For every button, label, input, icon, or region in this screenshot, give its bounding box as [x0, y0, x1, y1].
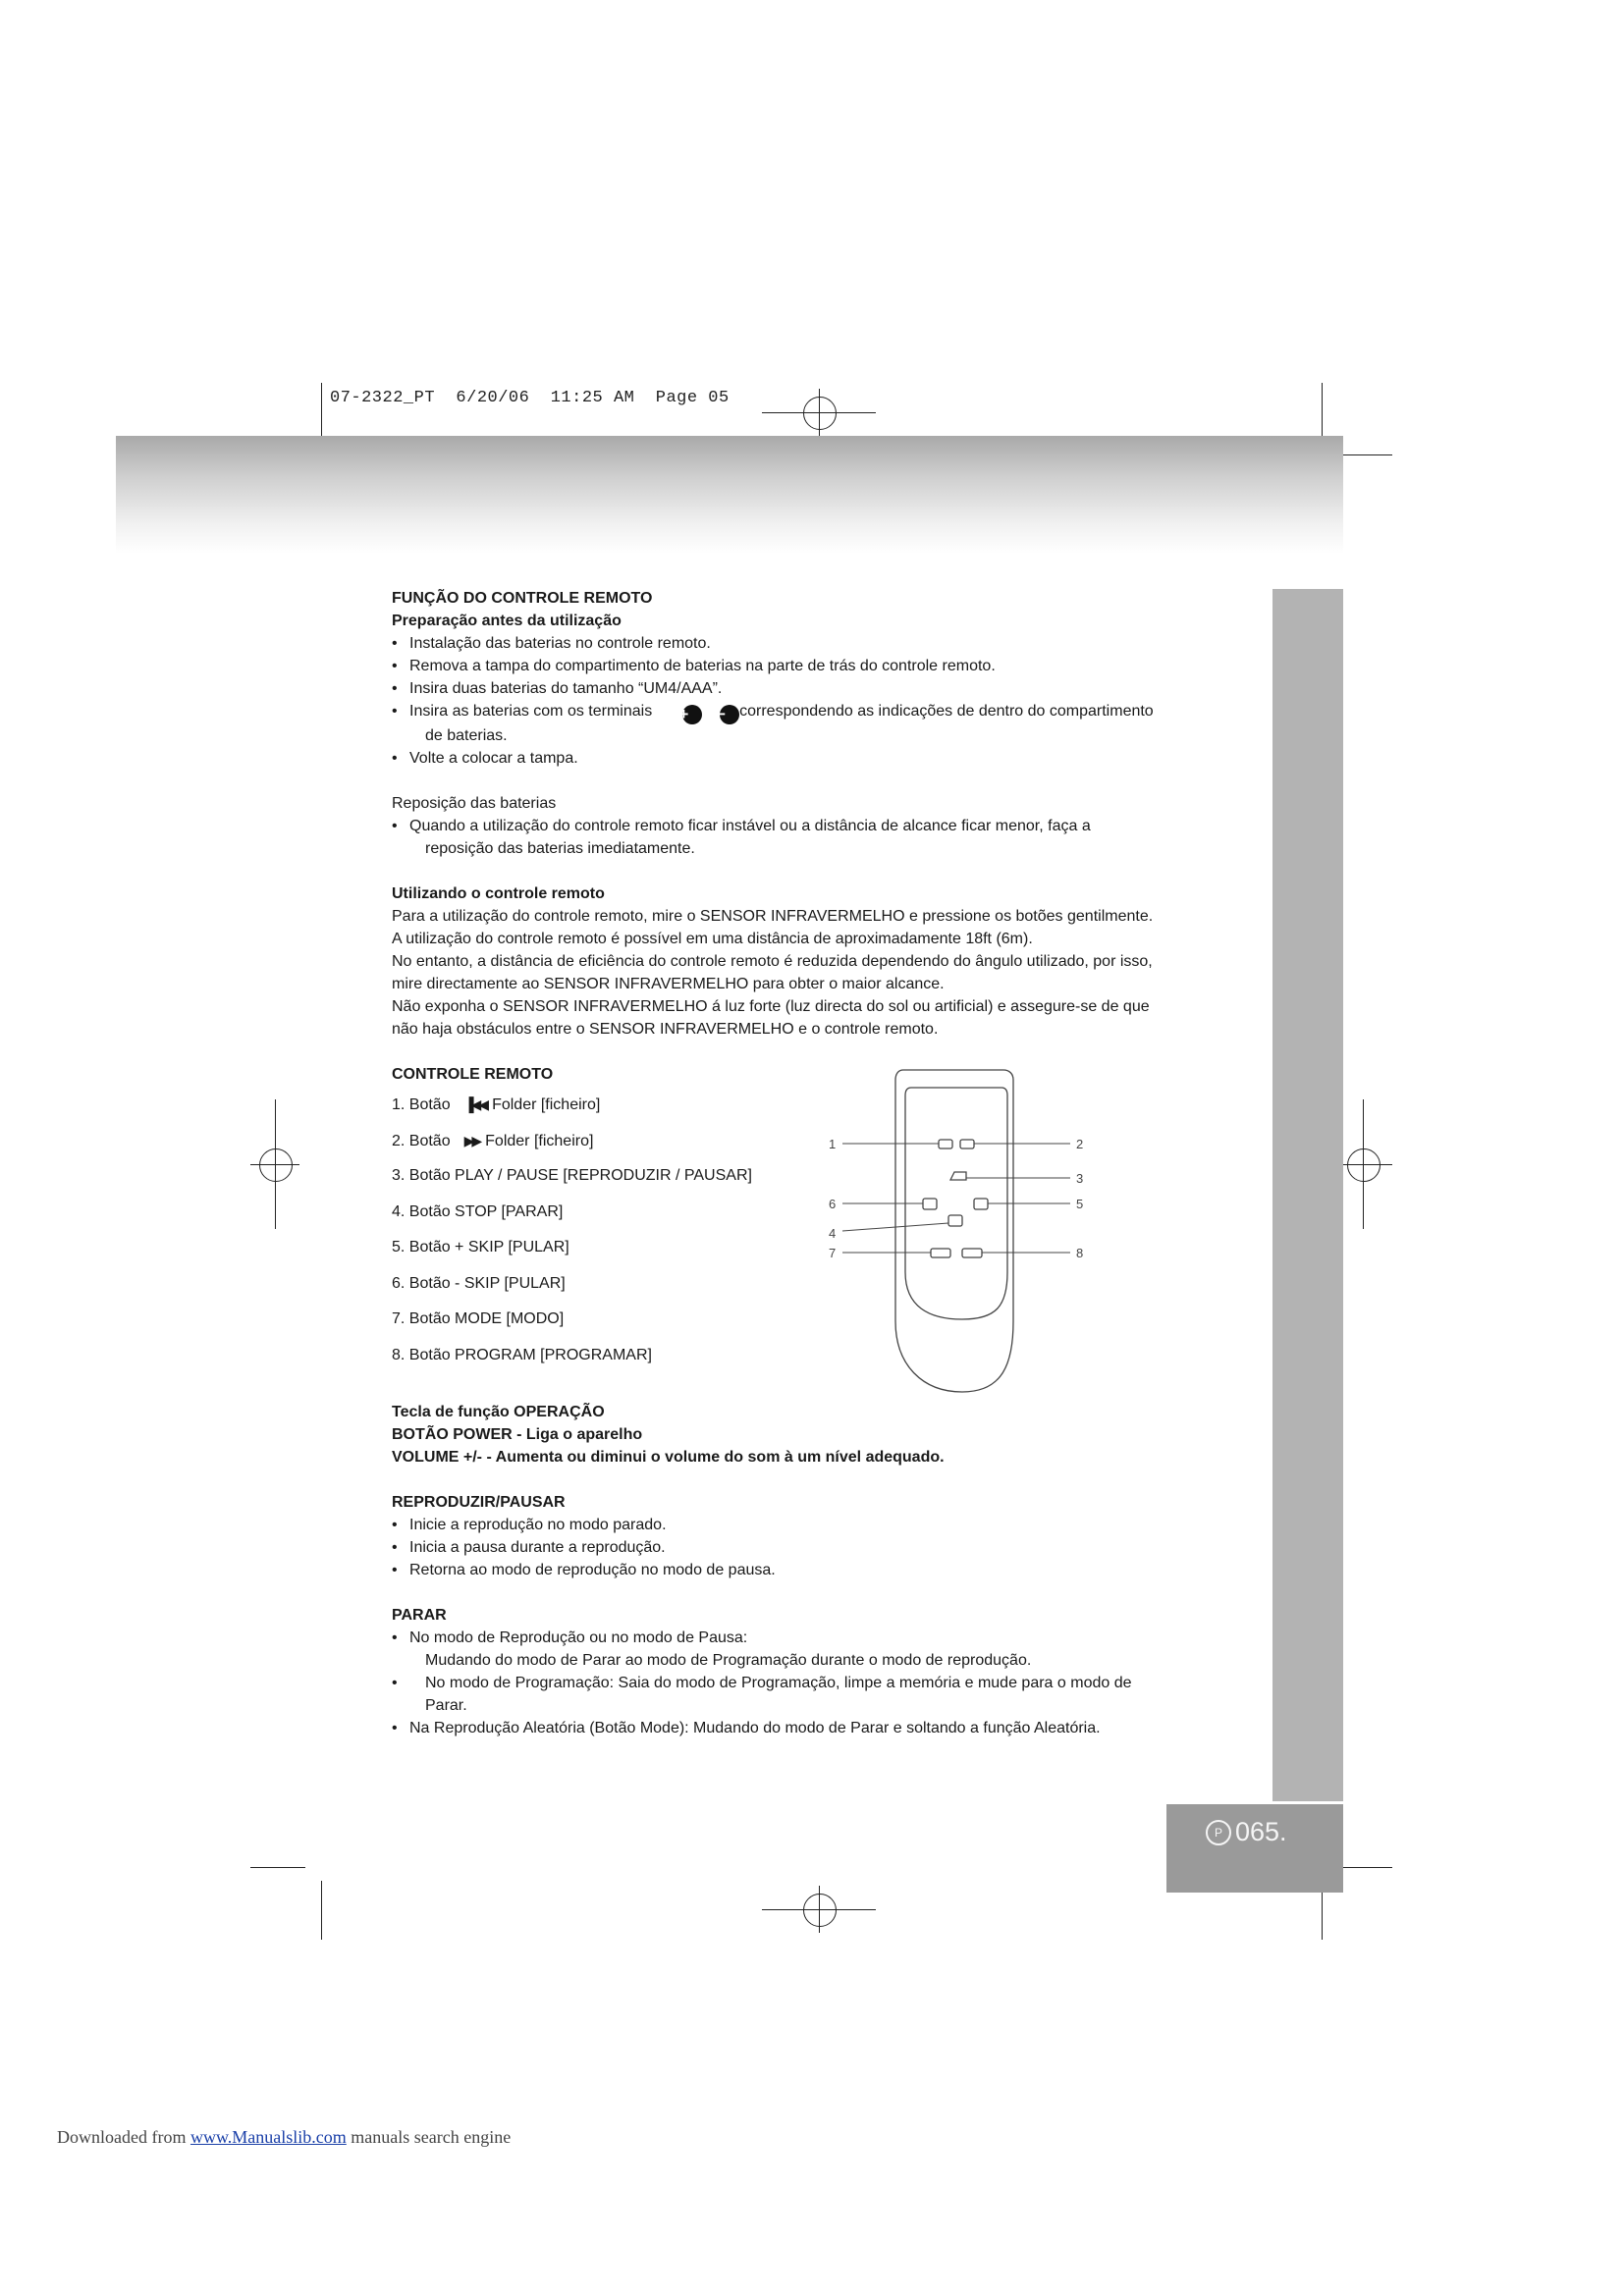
control-label: Botão - SKIP [PULAR]	[408, 1274, 566, 1292]
remote-button-7	[931, 1249, 950, 1257]
callout-label-6: 6	[829, 1197, 837, 1211]
remote-outer-outline	[895, 1070, 1013, 1392]
control-num: 3.	[392, 1167, 406, 1184]
control-label: Folder [ficheiro]	[485, 1132, 594, 1149]
list-item	[392, 1672, 1256, 1694]
paragraph-line: mire directamente ao SENSOR INFRAVERMELHO para obter o maior alcance.	[392, 976, 945, 992]
control-num: 6.	[392, 1274, 406, 1292]
remote-button-1	[939, 1140, 952, 1148]
remote-button-6	[923, 1199, 937, 1209]
stop-b2-text: No modo de Programação: Saia do modo de Programação, limpe a memória e mude para o modo de	[425, 1675, 1132, 1691]
callout-label-8: 8	[1076, 1246, 1084, 1260]
control-label: Botão STOP [PARAR]	[408, 1202, 564, 1220]
registration-mark-right	[1347, 1148, 1380, 1182]
remote-button-2	[960, 1140, 974, 1148]
print-slug: 07-2322_PT 6/20/06 11:25 AM Page 05	[330, 389, 730, 407]
control-num: 7.	[392, 1310, 406, 1327]
remote-function-title: FUNÇÃO DO CONTROLE REMOTO	[392, 590, 653, 607]
terminals-continuation: de baterias.	[425, 727, 508, 744]
registration-line-bottom-v	[819, 1886, 820, 1933]
control-label: Botão MODE [MODO]	[408, 1310, 565, 1327]
controls-title: CONTROLE REMOTO	[392, 1066, 554, 1083]
replacement-title: Reposição das baterias	[392, 795, 557, 812]
plus-terminal-icon: +	[682, 705, 702, 724]
registration-mark-top	[803, 397, 837, 430]
next-folder-icon: ▶▶	[463, 1132, 480, 1148]
registration-line-right-h	[1337, 1164, 1392, 1165]
page-number	[1206, 1817, 1287, 1847]
list-item: • Volte a colocar a tampa.	[392, 747, 1256, 770]
callout-label-5: 5	[1076, 1197, 1084, 1211]
registration-line-right-v	[1363, 1099, 1364, 1229]
prev-folder-icon: ▐◀◀	[463, 1096, 487, 1112]
registration-line-top-v	[819, 389, 820, 436]
terminals-text-before: Insira as baterias com os terminais	[409, 703, 653, 720]
remote-button-8	[962, 1249, 982, 1257]
footer-suffix: manuals search engine	[351, 2127, 512, 2147]
volume-line: VOLUME +/- - Aumenta ou diminui o volume do som à um nível adequado.	[392, 1449, 945, 1466]
list-item: • No modo de Reprodução ou no modo de Pausa:	[392, 1627, 1256, 1649]
paragraph-line: Para a utilização do controle remoto, mire o SENSOR INFRAVERMELHO e pressione os botões gentilmente.	[392, 908, 1154, 925]
language-p-icon: P	[1206, 1820, 1231, 1845]
registration-mark-bottom	[803, 1894, 837, 1927]
using-remote-title: Utilizando o controle remoto	[392, 885, 605, 902]
power-button-line: BOTÃO POWER - Liga o aparelho	[392, 1426, 643, 1443]
paragraph-line: No entanto, a distância de eficiência do controle remoto é reduzida dependendo do ângulo utilizado, por isso,	[392, 953, 1153, 970]
replacement-continuation: reposição das baterias imediatamente.	[425, 840, 695, 857]
paragraph-line: A utilização do controle remoto é possível em uma distância de aproximadamente 18ft (6m).	[392, 931, 1033, 947]
stop-b1-continuation: Mudando do modo de Parar ao modo de Programação durante o modo de reprodução.	[425, 1652, 1032, 1669]
control-label: Botão PROGRAM [PROGRAMAR]	[408, 1346, 652, 1363]
stop-b2-continuation: Parar.	[425, 1697, 467, 1714]
remote-button-5	[974, 1199, 988, 1209]
control-label: Folder [ficheiro]	[492, 1096, 601, 1113]
list-item: • Insira duas baterias do tamanho “UM4/AAA”.	[392, 677, 1256, 700]
control-num: 1. Botão	[392, 1096, 451, 1113]
paragraph-line: não haja obstáculos entre o SENSOR INFRAVERMELHO e o controle remoto.	[392, 1021, 939, 1038]
crop-mark-br-h	[1337, 1867, 1392, 1868]
list-item: • Inicie a reprodução no modo parado.	[392, 1514, 1256, 1536]
callout-label-7: 7	[829, 1246, 837, 1260]
terminals-text-after: correspondendo as indicações de dentro do compartimento	[739, 703, 1154, 720]
list-item: • Remova a tampa do compartimento de baterias na parte de trás do controle remoto.	[392, 655, 1256, 677]
crop-mark-tl-v	[321, 383, 322, 442]
minus-terminal-icon: −	[720, 705, 739, 724]
registration-line-left-v	[275, 1099, 276, 1229]
control-label: Botão PLAY / PAUSE [REPRODUZIR / PAUSAR]	[408, 1167, 752, 1184]
callout-label-1: 1	[829, 1137, 837, 1151]
remote-button-3	[950, 1172, 966, 1180]
list-item: • Retorna ao modo de reprodução no modo de pausa.	[392, 1559, 1256, 1581]
preparation-subtitle: Preparação antes da utilização	[392, 613, 622, 629]
function-key-line: Tecla de função OPERAÇÃO	[392, 1404, 605, 1420]
play-pause-title: REPRODUZIR/PAUSAR	[392, 1494, 566, 1511]
control-label: Botão + SKIP [PULAR]	[408, 1239, 569, 1255]
control-num: 8.	[392, 1346, 406, 1363]
footer-prefix: Downloaded from	[57, 2127, 187, 2147]
callout-label-2: 2	[1076, 1137, 1084, 1151]
manualslib-link[interactable]: www.Manualslib.com	[189, 2127, 347, 2147]
remote-control-diagram	[785, 1066, 1110, 1400]
callout-label-3: 3	[1076, 1171, 1084, 1186]
side-tab	[1272, 589, 1343, 1801]
remote-button-4	[948, 1215, 962, 1226]
control-num: 4.	[392, 1202, 406, 1220]
crop-mark-bl-h	[250, 1867, 305, 1868]
control-num: 2. Botão	[392, 1132, 451, 1149]
callout-label-4: 4	[829, 1226, 837, 1241]
crop-mark-tr-v	[1322, 383, 1323, 442]
crop-mark-tr-h	[1337, 454, 1392, 455]
registration-mark-left	[259, 1148, 293, 1182]
crop-mark-bl-v	[321, 1881, 322, 1940]
list-item: • Na Reprodução Aleatória (Botão Mode): Mudando do modo de Parar e soltando a função Aleatória.	[392, 1717, 1256, 1739]
list-item: • Inicia a pausa durante a reprodução.	[392, 1536, 1256, 1559]
list-item-terminals	[392, 700, 1256, 724]
stop-title: PARAR	[392, 1607, 447, 1624]
download-footer	[57, 2127, 511, 2148]
list-item: • Instalação das baterias no controle remoto.	[392, 632, 1256, 655]
page-number-text: 065.	[1235, 1817, 1287, 1846]
list-item: • Quando a utilização do controle remoto ficar instável ou a distância de alcance ficar menor, faça a	[392, 815, 1256, 837]
paragraph-line: Não exponha o SENSOR INFRAVERMELHO á luz forte (luz directa do sol ou artificial) e assegure-se de que	[392, 998, 1150, 1015]
header-gradient-band	[116, 436, 1343, 554]
control-num: 5.	[392, 1239, 406, 1255]
